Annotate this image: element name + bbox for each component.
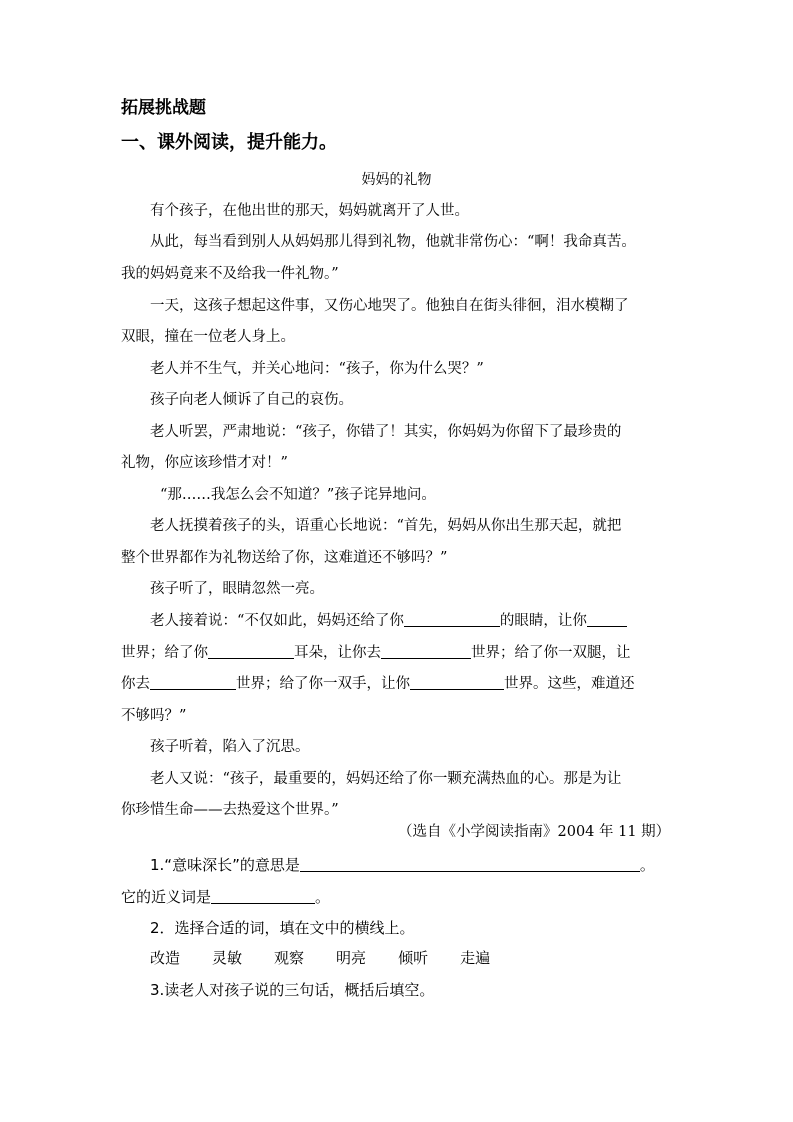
blank-line[interactable] <box>208 642 294 659</box>
paragraph: 老人又说：“孩子，最重要的，妈妈还给了你一颗充满热血的心。那是为让 <box>150 771 622 787</box>
blank-line[interactable] <box>381 642 471 659</box>
paragraph: 双眼，撞在一位老人身上。 <box>121 329 295 345</box>
section-title: 一、课外阅读，提升能力。 <box>121 132 337 153</box>
text: 耳朵，让你去 <box>294 645 381 661</box>
text: 老人接着说：“不仅如此，妈妈还给了你 <box>150 613 404 629</box>
option-word: 倾听 <box>398 949 429 967</box>
fill-in-line <box>121 641 631 665</box>
paragraph: 你珍惜生命——去热爱这个世界。” <box>121 802 339 818</box>
paragraph: 从此，每当看到别人从妈妈那儿得到礼物，他就非常伤心：“啊！我命真苦。 <box>150 234 636 250</box>
paragraph: 老人抚摸着孩子的头，语重心长地说：“首先，妈妈从你出生那天起，就把 <box>150 518 622 534</box>
option-word: 走遍 <box>460 949 491 967</box>
paragraph: 孩子听着，陷入了沉思。 <box>150 739 310 755</box>
blank-line[interactable] <box>404 610 500 627</box>
text: 。 <box>639 856 655 874</box>
paragraph: 一天，这孩子想起这件事，又伤心地哭了。他独自在街头徘徊，泪水模糊了 <box>150 298 629 314</box>
heading: 拓展挑战题 <box>121 98 206 118</box>
option-word: 明亮 <box>336 949 367 967</box>
text: 你去 <box>121 676 150 692</box>
blank-line[interactable] <box>211 887 315 904</box>
question-3: 3.读老人对孩子说的三句话，概括后填空。 <box>150 981 435 999</box>
blank-line[interactable] <box>410 673 504 690</box>
source-citation: （选自《小学阅读指南》2004 年 11 期） <box>398 824 671 840</box>
question-1-synonym <box>121 885 330 909</box>
paragraph: 孩子听了，眼睛忽然一亮。 <box>150 581 324 597</box>
fill-in-line <box>150 609 627 633</box>
text: 世界。这些，难道还 <box>504 676 635 692</box>
text: 。 <box>315 888 331 906</box>
option-word: 观察 <box>274 949 305 967</box>
paragraph: 老人听罢，严肃地说：“孩子，你错了！其实，你妈妈为你留下了最珍贵的 <box>150 424 622 440</box>
blank-line[interactable] <box>587 610 627 627</box>
option-word: 灵敏 <box>212 949 243 967</box>
story-title: 妈妈的礼物 <box>361 172 432 188</box>
paragraph: 不够吗？” <box>121 708 187 724</box>
paragraph: “那……我怎么会不知道？”孩子诧异地问。 <box>160 487 436 503</box>
text: 1.“意味深长”的意思是 <box>150 856 300 874</box>
paragraph: 老人并不生气，并关心地问：“孩子，你为什么哭？” <box>150 361 484 377</box>
paragraph: 礼物，你应该珍惜才对！” <box>121 455 288 471</box>
question-1 <box>150 853 655 877</box>
blank-line[interactable] <box>300 855 640 872</box>
paragraph: 整个世界都作为礼物送给了你，这难道还不够吗？” <box>121 550 448 566</box>
blank-line[interactable] <box>150 673 236 690</box>
fill-in-line <box>121 672 635 696</box>
paragraph: 有个孩子，在他出世的那天，妈妈就离开了人世。 <box>150 203 469 219</box>
text: 世界；给了你一双腿，让 <box>471 645 631 661</box>
word-options <box>150 946 522 970</box>
text: 世界；给了你 <box>121 645 208 661</box>
text: 的眼睛，让你 <box>499 613 587 629</box>
option-word: 改造 <box>150 949 181 967</box>
question-2: 2．选择合适的词，填在文中的横线上。 <box>150 919 415 937</box>
text: 它的近义词是 <box>121 888 212 906</box>
paragraph: 我的妈妈竟来不及给我一件礼物。” <box>121 266 339 282</box>
text: 世界；给了你一双手，让你 <box>236 676 410 692</box>
paragraph: 孩子向老人倾诉了自己的哀伤。 <box>150 392 353 408</box>
